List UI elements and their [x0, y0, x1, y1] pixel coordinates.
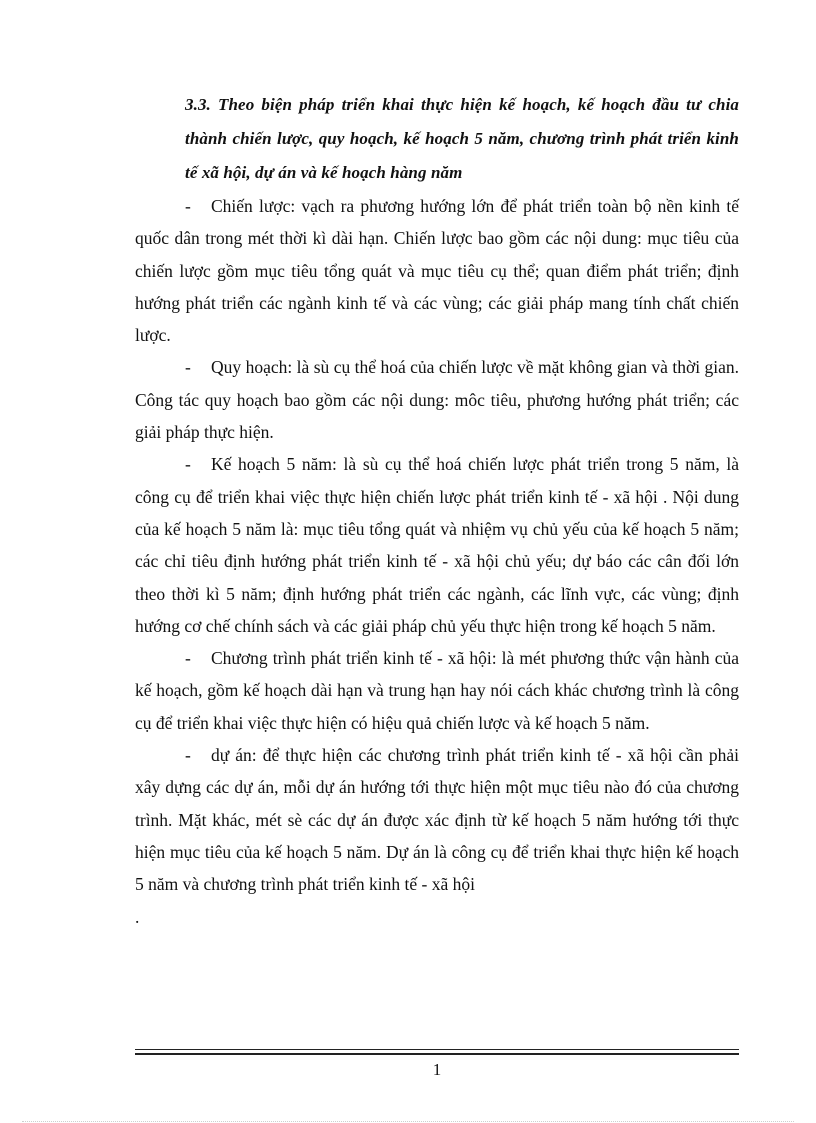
paragraph-text: Kế hoạch 5 năm: là sù cụ thể hoá chiến lược phát triển trong 5 năm, là công cụ để triển khai việc thực hiện chiến lược phát triển kinh tế - xã hội . Nội dung của kế hoạch 5 năm là: mục tiêu tổng quát và nhiệm vụ chủ yếu của kế hoạch 5 năm; các chỉ tiêu định hướng phát triển kinh tế - xã hội chủ yếu; dự báo các cân đối lớn theo thời kì 5 năm; định hướng phát triển các ngành, các lĩnh vực, các vùng; định hướng cơ chế chính sách và các giải pháp chủ yếu thực hiện trong kế hoạch 5 năm.	[135, 454, 739, 636]
paragraph-project	[135, 739, 739, 900]
page-number: 1	[432, 1060, 442, 1079]
paragraph-text: Quy hoạch: là sù cụ thể hoá của chiến lược về mặt không gian và thời gian. Công tác quy hoạch bao gồm các nội dung: môc tiêu, phương hướng phát triển; các giải pháp thực hiện.	[135, 357, 739, 443]
paragraph-program	[135, 642, 739, 739]
list-bullet: -	[185, 745, 191, 766]
list-bullet: -	[185, 648, 191, 669]
trailing-period: .	[135, 906, 140, 927]
list-bullet: -	[185, 196, 191, 216]
footer-rule-thick	[135, 1053, 739, 1055]
section-heading: 3.3. Theo biện pháp triển khai thực hiện kế hoạch, kế hoạch đầu tư chia thành chiến lược, quy hoạch, kế hoạch 5 năm, chương trình phát triển kinh tế xã hội, dự án và kế hoạch hàng năm	[185, 95, 739, 182]
paragraph-text: Chiến lược: vạch ra phương hướng lớn để phát triển toàn bộ nền kinh tế quốc dân trong mét thời kì dài hạn. Chiến lược bao gồm các nội dung: mục tiêu của chiến lược gồm mục tiêu tổng quát và mục tiêu cụ thể; quan điểm phát triển; định hướng phát triển các ngành kinh tế và các vùng; các giải pháp mang tính chất chiến lược.	[135, 196, 739, 346]
paragraph-planning	[135, 351, 739, 448]
list-bullet: -	[185, 357, 191, 378]
list-bullet: -	[185, 454, 191, 475]
paragraph-strategy	[135, 190, 739, 351]
paragraph-text: dự án: để thực hiện các chương trình phát triển kinh tế - xã hội cần phải xây dựng các dự án, mỗi dự án hướng tới thực hiện một mục tiêu nào đó của chương trình. Mặt khác, mét sè các dự án được xác định từ kế hoạch 5 năm hướng tới thực hiện mục tiêu của kế hoạch 5 năm. Dự án là công cụ để triển khai thực hiện kế hoạch 5 năm và chương trình phát triển kinh tế - xã hội	[135, 745, 739, 895]
page-content	[135, 88, 739, 933]
paragraph-text: Chương trình phát triển kinh tế - xã hội: là mét phương thức vận hành của kế hoạch, gồm kế hoạch dài hạn và trung hạn hay nói cách khác chương trình là công cụ để triển khai việc thực hiện có hiệu quả chiến lược và kế hoạch 5 năm.	[135, 648, 739, 733]
footer-rule-thin	[135, 1049, 739, 1050]
page-bottom-edge	[22, 1121, 794, 1122]
paragraph-five-year-plan	[135, 448, 739, 642]
